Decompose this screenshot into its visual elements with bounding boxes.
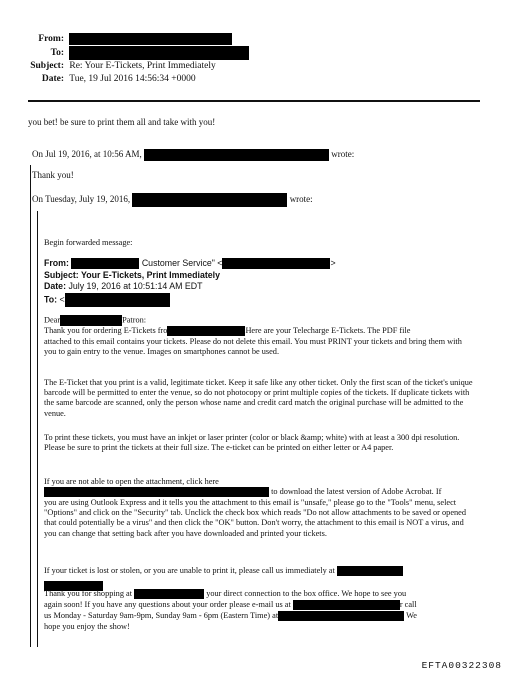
- header-subject-value: Re: Your E-Tickets, Print Immediately: [69, 61, 216, 71]
- p1-line1-start: Thank you for ordering E-Tickets fro: [44, 326, 168, 335]
- fwd-from-value: Customer Service" <: [141, 258, 223, 268]
- fwd-date-value: July 19, 2016 at 10:51:14 AM EDT: [68, 281, 203, 291]
- p6-line3: [44, 611, 417, 621]
- redaction: [167, 326, 245, 336]
- fwd-to-label: To:: [44, 294, 58, 305]
- redaction: [69, 33, 232, 45]
- p4-line2: [44, 487, 441, 497]
- redaction: [69, 46, 249, 60]
- redaction: [293, 600, 400, 610]
- p6-line2-end: r call: [399, 600, 417, 609]
- thanks-text: Thank you!: [32, 170, 74, 180]
- fwd-date-row: [44, 281, 202, 291]
- quote2-suffix: wrote:: [289, 194, 313, 205]
- quote2-line: [32, 193, 313, 207]
- p1-rest: attached to this email contains your tickets. Please do not delete this email. You must PRINT your tickets and bring them with you to gain entry to the venue. Images on smartphones cannot be used.: [44, 337, 462, 357]
- header-subject-label: Subject:: [30, 61, 64, 71]
- p6-line2-start: again soon! If you have any questions about your order please e-mail us at: [44, 600, 291, 609]
- fwd-from-row: [44, 258, 336, 269]
- fwd-to-row: [44, 293, 170, 307]
- p4-line1: If you are not able to open the attachment, click here: [44, 477, 219, 486]
- reply-text: you bet! be sure to print them all and take with you!: [28, 117, 216, 127]
- redaction: [144, 149, 329, 161]
- fwd-to-value: <: [59, 294, 65, 305]
- p6-line2: [44, 600, 417, 610]
- header-from-row: [0, 33, 232, 45]
- header-from-label: From:: [38, 34, 64, 45]
- redaction: [134, 589, 204, 599]
- p1-line1: [44, 326, 410, 336]
- redaction: [60, 315, 122, 326]
- header-subject-row: [0, 61, 216, 72]
- redaction: [337, 566, 403, 576]
- header-date-value: Tue, 19 Jul 2016 14:56:34 +0000: [69, 74, 196, 84]
- redaction: [278, 611, 404, 621]
- fwd-date-label: Date:: [44, 281, 66, 291]
- p6-line1-start: Thank you for shopping at: [44, 589, 133, 598]
- forward-intro: Begin forwarded message:: [44, 238, 133, 247]
- header-date-row: [0, 74, 196, 85]
- header-to-label: To:: [50, 48, 64, 59]
- p6-line3-end: We: [406, 611, 417, 620]
- redaction: [44, 487, 269, 497]
- bates-number: EFTA00322308: [421, 660, 502, 671]
- header-divider: [28, 100, 480, 102]
- dear-line: [44, 315, 146, 326]
- p5-text: If your ticket is lost or stolen, or you are unable to print it, please call us immediately at: [44, 566, 335, 575]
- quote-bar-outer: [30, 165, 31, 647]
- redaction: [71, 258, 139, 269]
- p6-line1: [44, 589, 406, 599]
- quote1-prefix: On Jul 19, 2016, at 10:56 AM,: [32, 149, 142, 160]
- p4-rest: you are using Outlook Express and it tells you the attachment to this email is "unsafe," please go to the "Tools" menu, select "Options" and click on the "Security" tab. Unclick the check box which reads "Do not allow attachments to be saved or opened that could potentially be a virus" and then click the "OK" button. Don't worry, the attachment to this email is NOT a virus, and you can change that setting back after you have downloaded and printed your tickets.: [44, 498, 466, 538]
- redaction: [65, 293, 170, 307]
- header-to-row: [0, 46, 249, 60]
- p6-line3-start: us Monday - Saturday 9am-9pm, Sunday 9am - 6pm (Eastern Time) at: [44, 611, 279, 620]
- quote2-prefix: On Tuesday, July 19, 2016,: [32, 194, 131, 205]
- fwd-subject-label: Subject:: [44, 270, 79, 280]
- p6-line1-end: your direct connection to the box office. We hope to see you: [206, 589, 407, 598]
- p2: The E-Ticket that you print is a valid, legitimate ticket. Keep it safe like any other ticket. Only the first scan of the ticket's unique barcode will be permitted to enter the venue, so do not photocopy or print multiple copies of the tickets. If duplicate tickets with the same barcode are scanned, only the person whose name and credit card match the original purchase will be admitted to the venue.: [44, 378, 473, 418]
- patron-text: Patron:: [122, 315, 147, 325]
- fwd-from-label: From:: [44, 258, 69, 268]
- p6-line4: hope you enjoy the show!: [44, 622, 130, 631]
- p4-line2-end: to download the latest version of Adobe Acrobat. If: [271, 487, 442, 496]
- fwd-subject-row: [44, 270, 220, 280]
- redaction: [132, 193, 287, 207]
- quote1-line: [32, 149, 354, 161]
- header-date-label: Date:: [41, 74, 64, 84]
- dear-text: Dear: [44, 315, 61, 325]
- p3: To print these tickets, you must have an inkjet or laser printer (color or black &amp; white) with at least a 300 dpi resolution. Please be sure to print the tickets at their full size. The e-ticket can be printed on either letter or A4 paper.: [44, 433, 460, 453]
- quote-bar-inner: [37, 211, 38, 647]
- fwd-subject-value: Your E-Tickets, Print Immediately: [81, 270, 221, 280]
- redaction: [222, 258, 330, 269]
- quote1-suffix: wrote:: [331, 149, 355, 160]
- fwd-from-end: >: [330, 258, 336, 268]
- p5-line1: [44, 566, 403, 576]
- p1-line1-end: Here are your Telecharge E-Tickets. The PDF file: [245, 326, 411, 335]
